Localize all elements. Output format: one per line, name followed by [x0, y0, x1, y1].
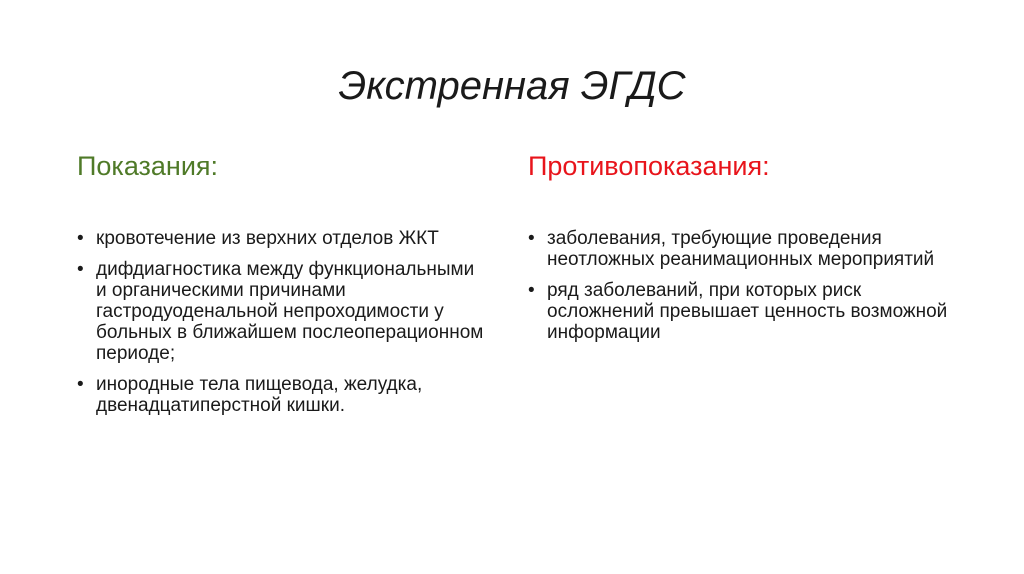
list-item: [77, 228, 487, 249]
contraindications-heading: Противопоказания:: [528, 151, 770, 181]
contraindications-column: [528, 148, 948, 353]
list-item: [528, 228, 948, 270]
slide-title: Экстренная ЭГДС: [338, 64, 686, 108]
indications-heading: Показания:: [77, 151, 219, 181]
list-item: [77, 259, 487, 364]
indications-list: [77, 228, 487, 416]
contraindications-list: [528, 228, 948, 343]
list-item-text: дифдиагностика между функциональными и органическими причинами гастродуоденальной непроходимости у больных в ближайшем послеоперационном периоде;: [96, 259, 484, 364]
bullet-icon: •: [77, 374, 84, 395]
bullet-icon: •: [528, 228, 535, 249]
list-item-text: ряд заболеваний, при которых риск осложнений превышает ценность возможной информации: [547, 280, 948, 343]
bullet-icon: •: [528, 280, 535, 301]
list-item-text: кровотечение из верхних отделов ЖКТ: [96, 228, 439, 249]
list-item: [528, 280, 948, 343]
indications-column: [77, 148, 487, 426]
list-item-text: инородные тела пищевода, желудка, двенадцатиперстной кишки.: [96, 374, 423, 416]
bullet-icon: •: [77, 228, 84, 249]
list-item: [77, 374, 487, 416]
list-item-text: заболевания, требующие проведения неотложных реанимационных мероприятий: [547, 228, 935, 270]
bullet-icon: •: [77, 259, 84, 280]
